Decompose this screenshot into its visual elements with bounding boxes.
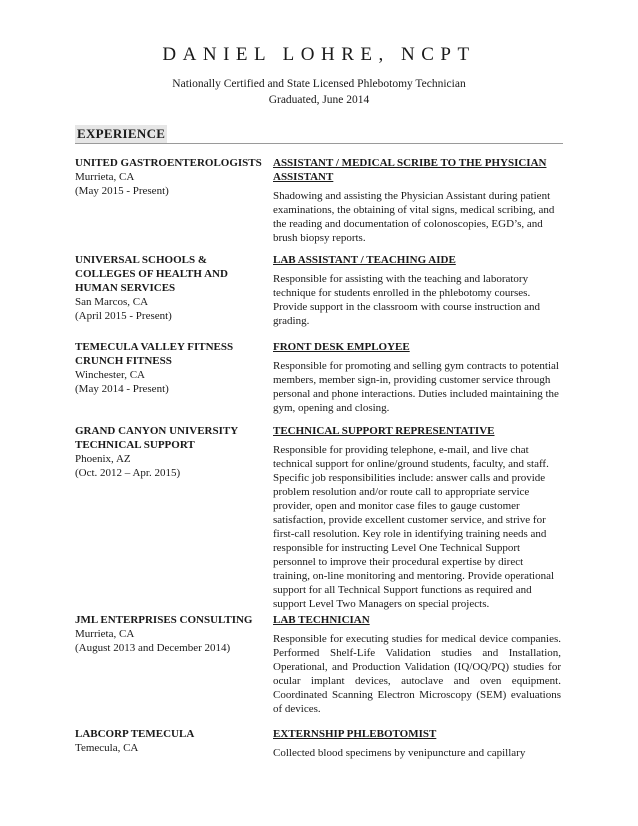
employer-name: JML ENTERPRISES CONSULTING (75, 614, 253, 626)
employer-location: Murrieta, CA (75, 171, 135, 183)
employer-location: San Marcos, CA (75, 296, 149, 308)
job-title: EXTERNSHIP PHLEBOTOMIST (273, 728, 437, 740)
employment-dates: (May 2014 - Present) (75, 383, 169, 395)
employer-name: LABCORP TEMECULA (75, 728, 195, 740)
section-title: EXPERIENCE (77, 126, 166, 141)
job-employer-block (75, 424, 265, 480)
job-description: Responsible for promoting and selling gym contracts to potential members, member sign-in, providing customer service through personal and phone interactions. Duties included maintaining the gym, opening and closing. (273, 360, 559, 414)
job-employer-block (75, 613, 265, 655)
job-description: Responsible for assisting with the teaching and laboratory technique for students enrolled in the phlebotomy courses. Provide support in the classroom with course instruction and grading. (273, 273, 541, 327)
job-description: Responsible for executing studies for medical device companies. Performed Shelf-Life Validation studies and Installation, Operational, and Production Validation (IQ/OQ/PQ) studies for ocular implant devices, autoclave and oven equipment. Coordinated Scanning Electron Microscopy (SEM) evaluations of devices. (273, 633, 561, 715)
employment-dates: (April 2015 - Present) (75, 310, 172, 322)
employer-location: Winchester, CA (75, 369, 145, 381)
job-employer-block (75, 727, 265, 755)
job-description: Responsible for providing telephone, e-mail, and live chat technical support for online/ground students, faculty, and staff. Specific job responsibilities include: answer calls and provide problem resolution and/or route call to appropriate service provider, open and monitor case files to gauge customer satisfaction, provide excellent customer service, and strive for first-call resolution. Key role in identifying training needs and responsible for instructing Level One Technical Support personnel to improve their procedural expertise by direct training, on-line monitoring and mentoring. Provide operational support for all Technical Support functions as required and support Level Two Managers on special projects. (273, 444, 555, 610)
job-details-block (273, 253, 561, 328)
certification-line: Nationally Certified and State Licensed Phlebotomy Technician (172, 78, 466, 90)
job-details-block (273, 613, 561, 716)
job-title: ASSISTANT / MEDICAL SCRIBE TO THE PHYSICIAN ASSISTANT (273, 157, 547, 183)
job-details-block (273, 727, 561, 760)
job-employer-block (75, 253, 265, 323)
employer-name: TEMECULA VALLEY FITNESS CRUNCH FITNESS (75, 341, 234, 367)
job-title: FRONT DESK EMPLOYEE (273, 341, 410, 353)
employer-name: UNITED GASTROENTEROLOGISTS (75, 157, 262, 169)
job-title: LAB ASSISTANT / TEACHING AIDE (273, 254, 456, 266)
employer-location: Phoenix, AZ (75, 453, 131, 465)
job-details-block (273, 156, 561, 245)
job-description: Collected blood specimens by venipuncture and capillary (273, 747, 526, 759)
job-title: LAB TECHNICIAN (273, 614, 370, 626)
employer-location: Temecula, CA (75, 742, 139, 754)
employment-dates: (May 2015 - Present) (75, 185, 169, 197)
candidate-name: DANIEL LOHRE, NCPT (162, 44, 476, 65)
employer-name: GRAND CANYON UNIVERSITY TECHNICAL SUPPORT (75, 425, 238, 451)
job-title: TECHNICAL SUPPORT REPRESENTATIVE (273, 425, 495, 437)
job-employer-block (75, 156, 265, 198)
job-details-block (273, 424, 561, 611)
job-details-block (273, 340, 561, 415)
graduation-line: Graduated, June 2014 (268, 94, 370, 106)
job-employer-block (75, 340, 265, 396)
job-description: Shadowing and assisting the Physician Assistant during patient examinations, the obtaining of vital signs, medical scribing, and the reading and documentation of colonoscopies, EGD’s, and brush biopsy reports. (273, 190, 555, 244)
employer-location: Murrieta, CA (75, 628, 135, 640)
employment-dates: (August 2013 and December 2014) (75, 642, 231, 654)
employment-dates: (Oct. 2012 – Apr. 2015) (75, 467, 181, 479)
employer-name: UNIVERSAL SCHOOLS & COLLEGES OF HEALTH AND HUMAN SERVICES (75, 254, 228, 294)
experience-section-header (75, 125, 563, 144)
